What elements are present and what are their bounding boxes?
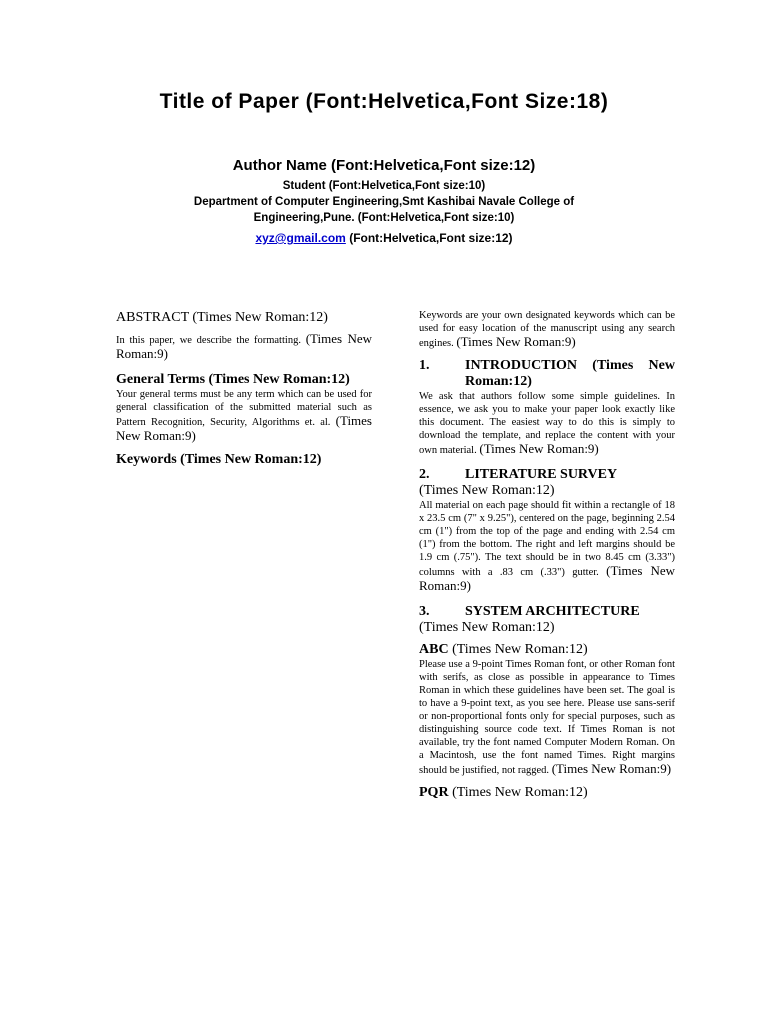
pqr-font-note: (Times New Roman:12) — [448, 785, 588, 800]
abc-text-font-note: (Times New Roman:9) — [551, 761, 672, 776]
author-email-line — [120, 230, 648, 246]
author-name: Author Name (Font:Helvetica,Font size:12) — [232, 157, 536, 174]
literature-survey-number: 2. — [419, 467, 430, 482]
introduction-font-note: (Times New Roman:9) — [479, 441, 599, 456]
general-terms-font-note: (Times New Roman:9) — [116, 413, 372, 443]
literature-survey-text-font-note: (Times New Roman:9) — [419, 563, 675, 593]
abc-heading — [419, 642, 675, 658]
keywords-font-note: (Times New Roman:9) — [456, 334, 576, 349]
author-department-line2: Engineering,Pune. (Font:Helvetica,Font size:10) — [253, 212, 515, 224]
keywords-text: Keywords are your own designated keywords which can be used for easy location of the manuscript using any search engines. (Times New Roman:9) — [419, 310, 675, 349]
author-email-link[interactable]: xyz@gmail.com — [255, 231, 346, 245]
literature-survey-title: LITERATURE SURVEY — [465, 467, 618, 482]
paper-title: Title of Paper (Font:Helvetica,Font Size:18) — [159, 90, 609, 113]
introduction-number: 1. — [419, 358, 430, 373]
literature-survey-heading — [419, 467, 675, 483]
abc-text: Please use a 9-point Times Roman font, or other Roman font with serifs, as close as possible in appearance to Times Roman in which these guidelines have been set. The goal is to have a 9-point text, as you see here. Please use sans-serif or non-proportional fonts only for special purposes, such as distinguishing source code text. If Times Roman is not available, try the font named Computer Modern Roman. On a Macintosh, use the font named Times. Right margins should be justified, not ragged. (Times New Roman:9) — [419, 659, 675, 776]
author-email-note: (Font:Helvetica,Font size:12) — [345, 231, 513, 245]
introduction-heading — [419, 358, 675, 390]
abstract-text: In this paper, we describe the formatting. (Times New Roman:9) — [116, 331, 372, 361]
abstract-font-note: (Times New Roman:9) — [116, 331, 372, 361]
author-department-line1: Department of Computer Engineering,Smt Kashibai Navale College of — [193, 196, 575, 208]
introduction-title: INTRODUCTION (Times New Roman:12) — [465, 358, 675, 389]
author-block — [120, 157, 648, 246]
pqr-label: PQR — [419, 785, 449, 800]
literature-survey-font-note: (Times New Roman:12) — [419, 483, 555, 498]
abc-label: ABC — [419, 642, 449, 657]
system-architecture-number: 3. — [419, 604, 430, 619]
system-architecture-title: SYSTEM ARCHITECTURE — [465, 604, 640, 619]
abstract-heading: ABSTRACT (Times New Roman:12) — [116, 310, 328, 325]
literature-survey-text: All material on each page should fit within a rectangle of 18 x 23.5 cm (7" x 9.25"), centered on the page, beginning 2.54 cm (1") from the top of the page and ending with 2.54 cm (1") from the bottom. The right and left margins should be 1.9 cm (.75"). The text should be in two 8.45 cm (3.33") columns with a .83 cm (.33") gutter. (Times New Roman:9) — [419, 500, 675, 593]
author-role: Student (Font:Helvetica,Font size:10) — [282, 180, 486, 192]
left-column — [116, 310, 372, 468]
system-architecture-heading — [419, 604, 675, 620]
abc-font-note: (Times New Roman:12) — [448, 642, 588, 657]
keywords-heading: Keywords (Times New Roman:12) — [116, 452, 322, 467]
introduction-text: We ask that authors follow some simple guidelines. In essence, we ask you to make your paper look exactly like this document. The easiest way to do this is simply to download the template, and replace the content with your own material. (Times New Roman:9) — [419, 391, 675, 456]
pqr-heading — [419, 785, 675, 801]
general-terms-heading: General Terms (Times New Roman:12) — [116, 372, 350, 387]
system-architecture-font-note: (Times New Roman:12) — [419, 620, 555, 635]
right-column — [419, 309, 675, 801]
general-terms-text: Your general terms must be any term which can be used for general classification of the submitted material such as Pattern Recognition, Security, Algorithms et. al. (Times New Roman:9) — [116, 389, 372, 443]
